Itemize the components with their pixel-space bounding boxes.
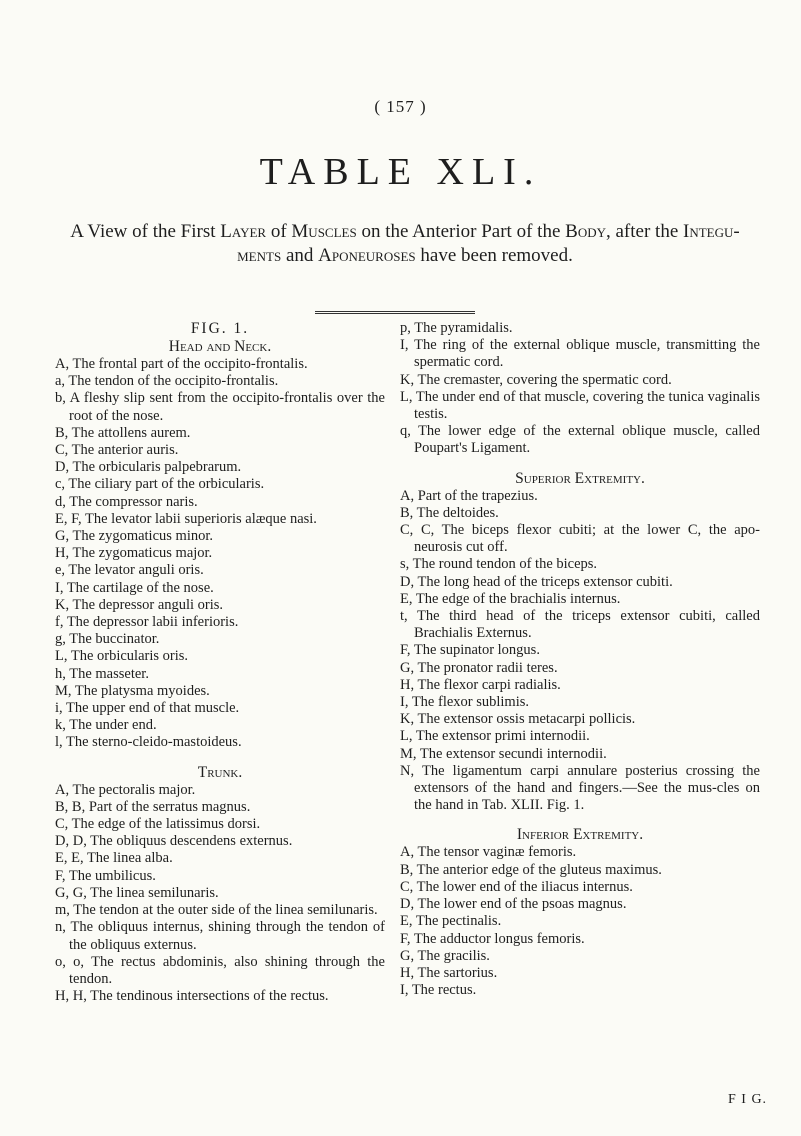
legend-entry: E, F, The levator labii superioris alæque nasi. <box>55 510 317 527</box>
legend-entry: t, The third head of the triceps extensor cubiti, called Brachialis Externus. <box>400 608 760 642</box>
legend-entry: K, The depressor anguli oris. <box>55 596 224 613</box>
legend-entry: D, The lower end of the psoas magnus. <box>400 896 627 913</box>
legend-entry: N, The ligamentum carpi annulare posterius crossing the extensors of the hand and fingers.—See the mus-cles on the hand in Tab. XLII. Fig. 1. <box>400 762 760 814</box>
legend-list-trunk <box>55 782 385 1006</box>
legend-entry: A, The tensor vaginæ femoris. <box>400 844 577 861</box>
legend-entry: A, The pectoralis major. <box>55 781 196 798</box>
legend-entry: f, The depressor labii inferioris. <box>55 614 239 631</box>
legend-entry: H, The sartorius. <box>400 964 498 981</box>
subtitle <box>55 220 755 268</box>
subtitle-text: after the <box>610 221 683 242</box>
legend-entry: e, The levator anguli oris. <box>55 562 204 579</box>
legend-entry: B, The anterior edge of the gluteus maximus. <box>400 861 662 878</box>
legend-entry: K, The extensor ossis metacarpi pollicis. <box>400 711 636 728</box>
legend-entry: G, The pronator radii teres. <box>400 659 558 676</box>
legend-entry: C, The lower end of the iliacus internus. <box>400 878 633 895</box>
legend-entry: G, The gracilis. <box>400 947 490 964</box>
legend-entry: C, The edge of the latissimus dorsi. <box>55 816 261 833</box>
legend-list-superior-extremity <box>400 488 760 815</box>
legend-list-head-neck <box>55 356 385 752</box>
subtitle-smallcaps: Aponeuroses <box>318 245 416 266</box>
legend-entry: c, The ciliary part of the orbicularis. <box>55 476 265 493</box>
legend-list-trunk-continued <box>400 320 760 458</box>
legend-entry: b, A fleshy slip sent from the occipito-frontalis over the root of the nose. <box>55 390 385 424</box>
legend-entry: I, The ring of the external oblique muscle, transmitting the spermatic cord. <box>400 337 760 371</box>
legend-entry: K, The cremaster, covering the spermatic cord. <box>400 371 672 388</box>
legend-entry: A, The frontal part of the occipito-frontalis. <box>55 356 308 372</box>
legend-entry: B, B, Part of the serratus magnus. <box>55 798 251 815</box>
section-heading-superior: Superior Extremity. <box>515 469 645 487</box>
legend-entry: a, The tendon of the occipito-frontalis. <box>55 373 279 390</box>
left-column <box>55 320 385 1005</box>
legend-entry: B, The deltoides. <box>400 504 499 521</box>
subtitle-smallcaps: Integu-ments <box>237 221 740 266</box>
legend-entry: g, The buccinator. <box>55 631 160 648</box>
legend-entry: D, The orbicularis palpebrarum. <box>55 459 242 476</box>
legend-entry: p, The pyramidalis. <box>400 320 513 336</box>
legend-entry: E, The pectinalis. <box>400 913 502 930</box>
legend-entry: q, The lower edge of the external oblique muscle, called Poupart's Ligament. <box>400 423 760 457</box>
legend-entry: M, The platysma myoides. <box>55 682 210 699</box>
legend-entry: m, The tendon at the outer side of the linea semilunaris. <box>55 902 378 919</box>
legend-entry: L, The under end of that muscle, covering the tunica vaginalis testis. <box>400 388 760 423</box>
page-number: ( 157 ) <box>374 97 427 116</box>
legend-entry: s, The round tendon of the biceps. <box>400 556 598 573</box>
legend-entry: I, The cartilage of the nose. <box>55 579 214 596</box>
subtitle-smallcaps: Muscles <box>291 221 357 242</box>
legend-entry: E, The edge of the brachialis internus. <box>400 590 621 607</box>
legend-entry: d, The compressor naris. <box>55 493 198 510</box>
legend-entry: k, The under end. <box>55 717 157 734</box>
legend-entry: H, H, The tendinous intersections of the rectus. <box>55 988 329 1005</box>
legend-entry: o, o, The rectus abdominis, also shining through the tendon. <box>55 953 385 987</box>
legend-entry: B, The attollens aurem. <box>55 424 191 441</box>
legend-entry: F, The adductor longus femoris. <box>400 930 585 947</box>
section-heading-head-neck: Head and Neck. <box>168 338 272 355</box>
section-heading-trunk: Trunk. <box>197 763 243 781</box>
legend-list-inferior-extremity <box>400 844 760 999</box>
catchword: F I G. <box>728 1092 768 1107</box>
legend-entry: M, The extensor secundi internodii. <box>400 745 607 762</box>
page-title: TABLE XLI. <box>259 151 542 193</box>
fig-label: FIG. 1. <box>190 320 250 337</box>
legend-entry: C, C, The biceps flexor cubiti; at the lower C, the apo-neurosis cut off. <box>400 522 760 556</box>
legend-entry: G, G, The linea semilunaris. <box>55 884 219 901</box>
legend-entry: L, The orbicularis oris. <box>55 648 189 665</box>
double-rule-divider <box>315 311 475 314</box>
legend-entry: L, The extensor primi internodii. <box>400 728 590 745</box>
subtitle-smallcaps: Layer <box>220 221 267 242</box>
legend-entry: i, The upper end of that muscle. <box>55 700 240 717</box>
legend-entry: I, The flexor sublimis. <box>400 694 530 711</box>
subtitle-smallcaps: Body, <box>565 221 611 242</box>
subtitle-text: A View of the First <box>70 221 221 242</box>
legend-entry: D, The long head of the triceps extensor cubiti. <box>400 573 673 590</box>
legend-entry: F, The supinator longus. <box>400 642 540 659</box>
legend-entry: H, The zygomaticus major. <box>55 545 213 562</box>
legend-entry: G, The zygomaticus minor. <box>55 528 213 545</box>
legend-entry: A, Part of the trapezius. <box>400 487 538 504</box>
legend-entry: F, The umbilicus. <box>55 867 156 884</box>
legend-entry: l, The sterno-cleido-mastoideus. <box>55 734 242 751</box>
subtitle-text: and <box>281 245 319 266</box>
subtitle-text: on the Anterior Part of the <box>356 221 566 242</box>
legend-entry: h, The masseter. <box>55 665 149 682</box>
legend-entry: I, The rectus. <box>400 982 477 999</box>
legend-entry: H, The flexor carpi radialis. <box>400 676 561 693</box>
legend-entry: E, E, The linea alba. <box>55 850 173 867</box>
legend-entry: C, The anterior auris. <box>55 442 179 459</box>
subtitle-text: of <box>266 221 292 242</box>
legend-entry: D, D, The obliquus descendens externus. <box>55 833 293 850</box>
right-column <box>400 320 760 999</box>
section-heading-inferior: Inferior Extremity. <box>516 826 644 844</box>
legend-entry: n, The obliquus internus, shining through the tendon of the obliquus externus. <box>55 919 385 953</box>
subtitle-text: have been removed. <box>415 245 573 266</box>
